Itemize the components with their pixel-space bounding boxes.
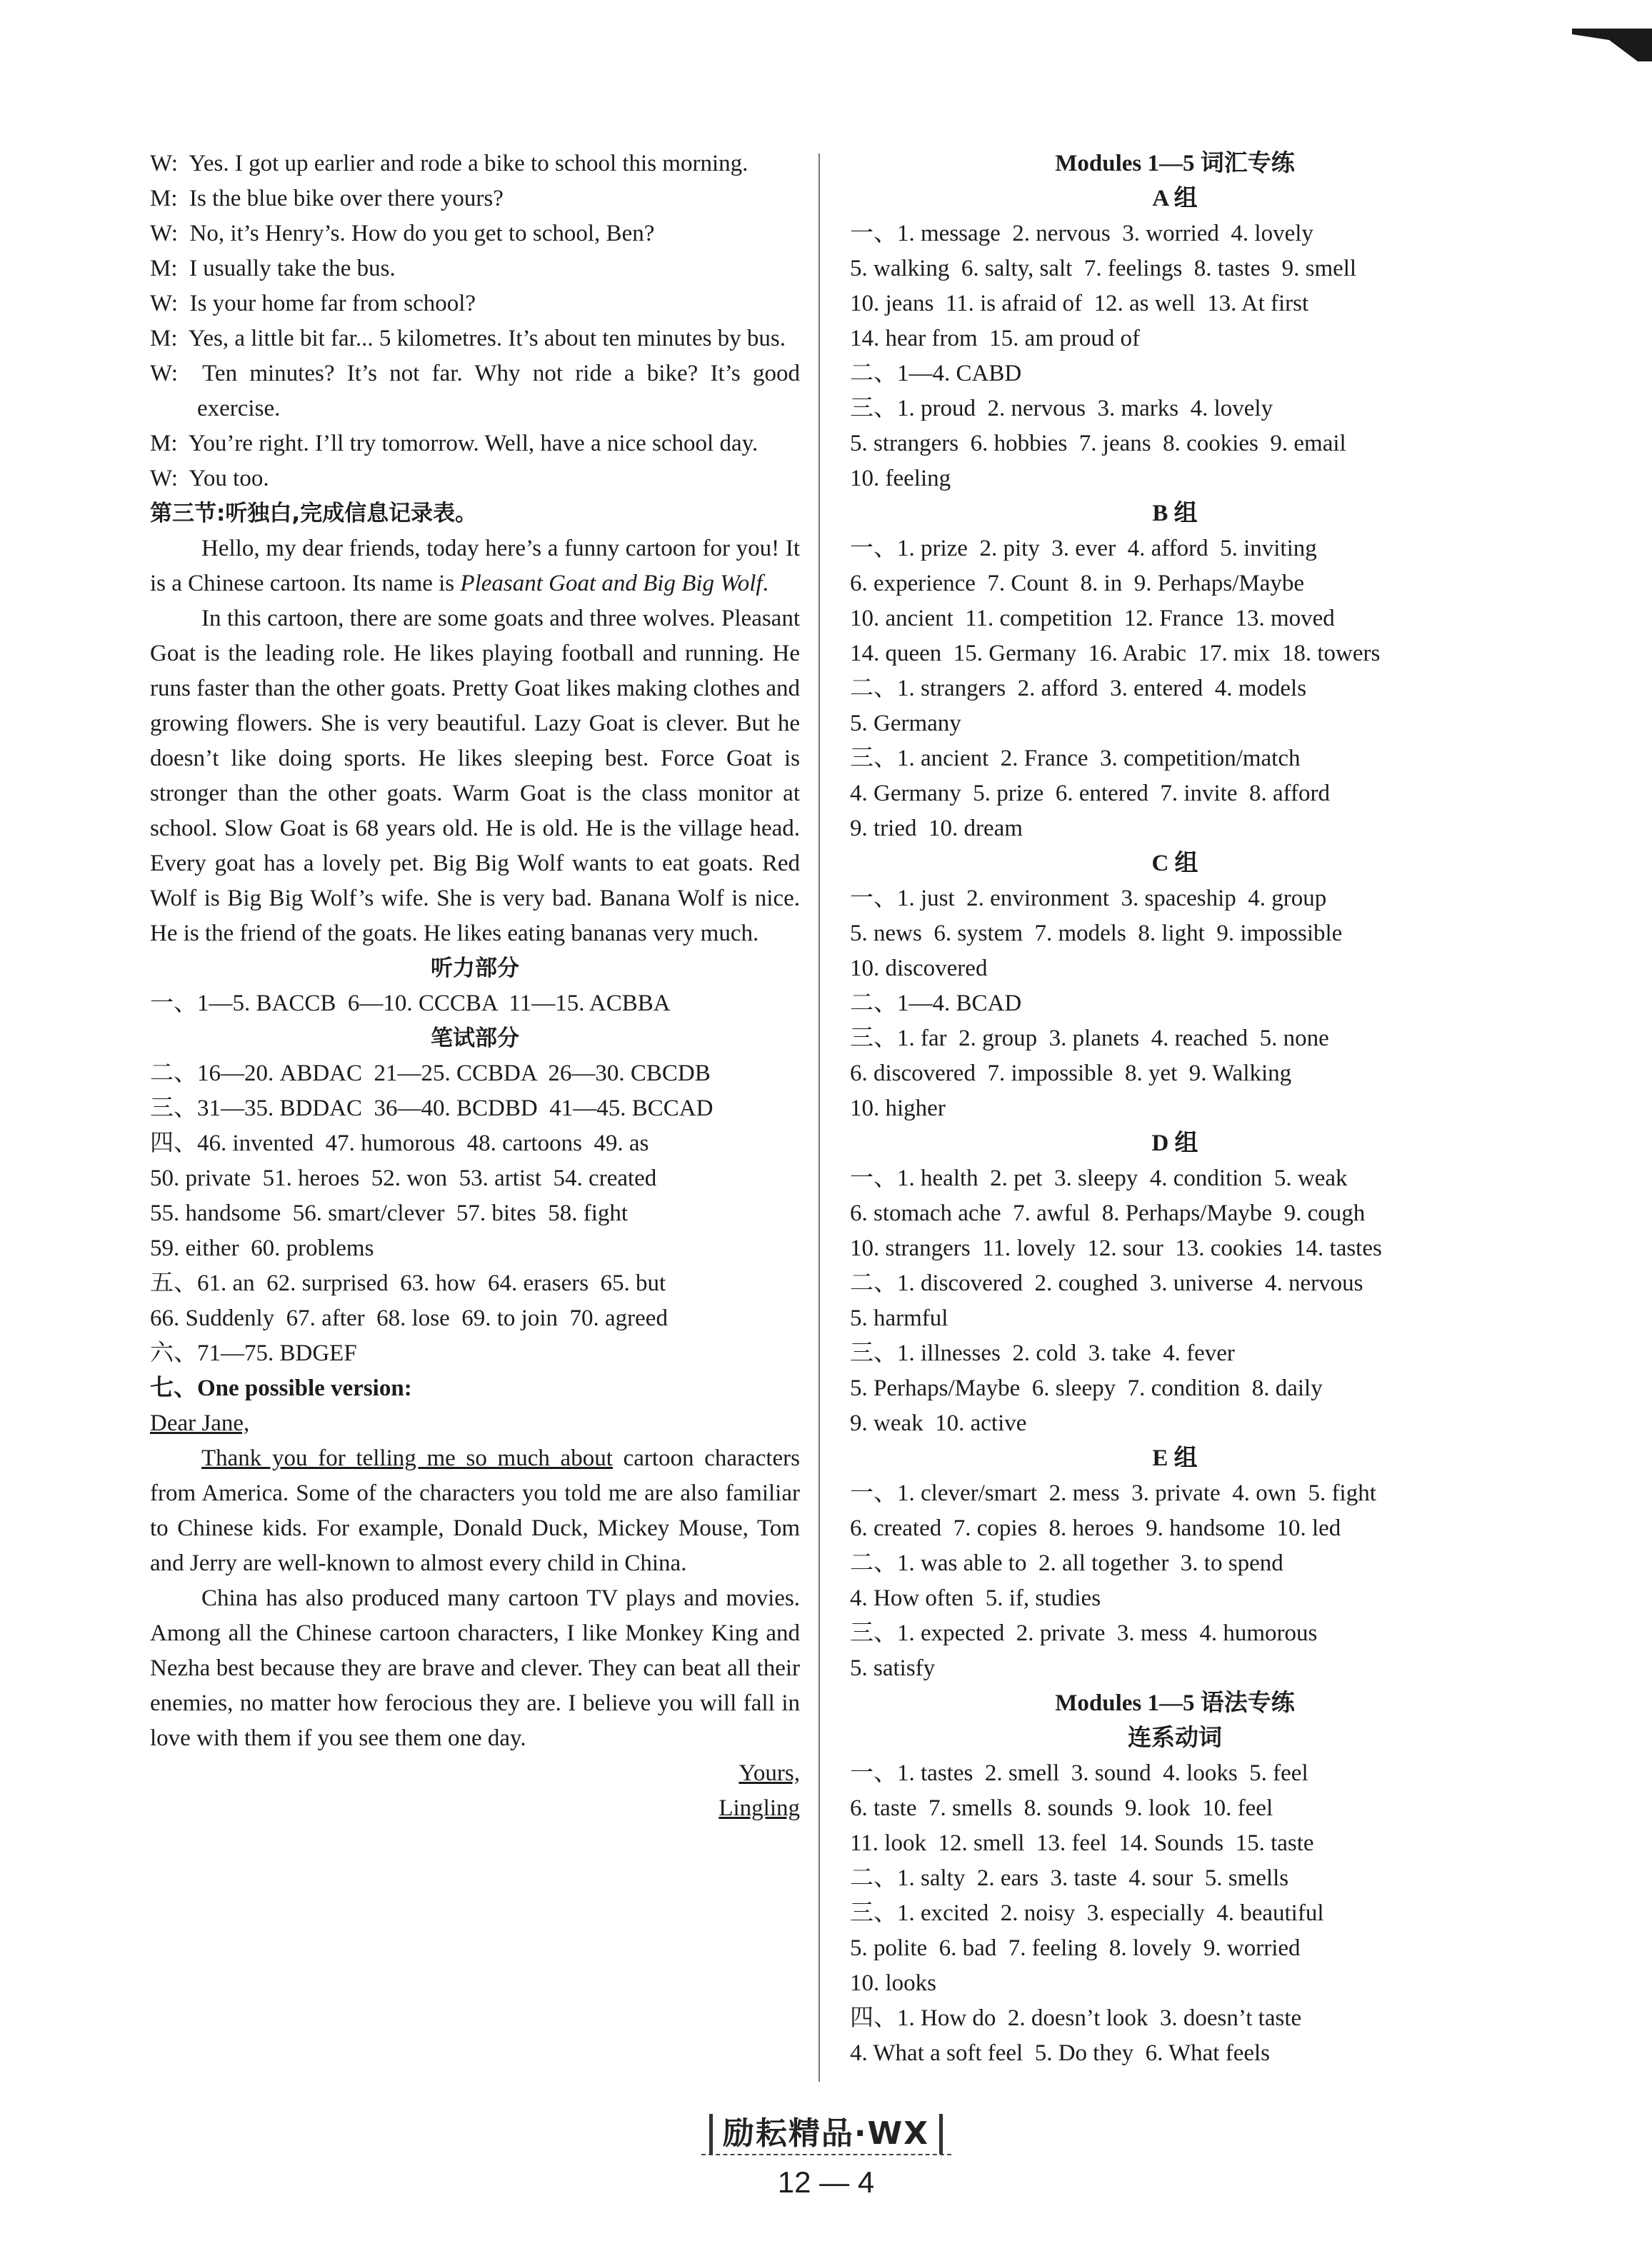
dialogue	[150, 146, 800, 496]
group-heading: E 组	[1152, 1445, 1198, 1471]
answer-line: 二、1. salty 2. ears 3. taste 4. sour 5. smells	[850, 1865, 1289, 1891]
left-column	[150, 146, 800, 1826]
answer-line: 55. handsome 56. smart/clever 57. bites 58. fight	[150, 1200, 629, 1226]
answer-line: 5. news 6. system 7. models 8. light 9. impossible	[850, 921, 1343, 946]
answer-line: 5. strangers 6. hobbies 7. jeans 8. cookies 9. email	[850, 431, 1346, 456]
answer-line: 三、1. proud 2. nervous 3. marks 4. lovely	[850, 396, 1273, 421]
answer-line: 四、46. invented 47. humorous 48. cartoons 49. as	[150, 1130, 649, 1156]
answer-line: 二、1. was able to 2. all together 3. to spend	[850, 1550, 1283, 1576]
corner-tab-mark	[1566, 0, 1652, 64]
group-a	[850, 181, 1500, 496]
answer-line: 三、31—35. BDDAC 36—40. BCDBD 41—45. BCCAD	[150, 1096, 714, 1121]
answer-line: 二、16—20. ABDAC 21—25. CCBDA 26—30. CBCDB	[150, 1061, 711, 1086]
essay-heading: 七、One possible version:	[150, 1375, 412, 1401]
answer-line: 59. either 60. problems	[150, 1235, 374, 1261]
column-divider	[819, 154, 820, 2082]
answer-line: 一、1. health 2. pet 3. sleepy 4. condition 5. weak	[850, 1165, 1348, 1191]
answer-line: 10. strangers 11. lovely 12. sour 13. cookies 14. tastes	[850, 1235, 1382, 1261]
answer-line: 六、71—75. BDGEF	[150, 1340, 357, 1366]
answer-line: 14. queen 15. Germany 16. Arabic 17. mix 18. towers	[850, 641, 1381, 666]
answer-line: 三、1. ancient 2. France 3. competition/match	[850, 746, 1301, 771]
answer-line: 5. Perhaps/Maybe 6. sleepy 7. condition 8. daily	[850, 1375, 1323, 1401]
letter-paragraph-1: Thank you for telling me so much about cartoon characters from America. Some of the characters you told me are also familiar to Chinese kids. For example, Donald Duck, Mickey Mouse, Tom and Jerry are well-known to almost every child in China.	[150, 1445, 800, 1576]
dialogue-line: M: I usually take the bus.	[150, 256, 396, 281]
answer-line: 一、1. prize 2. pity 3. ever 4. afford 5. inviting	[850, 536, 1317, 561]
group-heading: B 组	[1152, 501, 1198, 526]
grammar-answers	[850, 1756, 1500, 2071]
dialogue-line: W: Yes. I got up earlier and rode a bike to school this morning.	[150, 151, 749, 176]
brand-logo: 励耘精品·WX	[709, 2114, 943, 2154]
group-e	[850, 1441, 1500, 1686]
answer-line: 5. harmful	[850, 1305, 948, 1331]
answer-line: 4. How often 5. if, studies	[850, 1585, 1101, 1611]
answer-line: 四、1. How do 2. doesn’t look 3. doesn’t taste	[850, 2005, 1302, 2031]
dialogue-line: W: You too.	[150, 466, 269, 491]
answer-line: 一、1. clever/smart 2. mess 3. private 4. own 5. fight	[850, 1480, 1376, 1506]
answer-line: 5. polite 6. bad 7. feeling 8. lovely 9. worried	[850, 1935, 1301, 1961]
brand-underline	[701, 2154, 951, 2155]
answer-line: 14. hear from 15. am proud of	[850, 326, 1140, 351]
listening-heading: 听力部分	[431, 956, 519, 981]
group-c	[850, 846, 1500, 1126]
right-column	[850, 146, 1500, 2071]
answer-line: 11. look 12. smell 13. feel 14. Sounds 15. taste	[850, 1830, 1314, 1856]
answer-line: 二、1. discovered 2. coughed 3. universe 4. nervous	[850, 1270, 1363, 1296]
dialogue-line: M: Yes, a little bit far... 5 kilometres. It’s about ten minutes by bus.	[150, 326, 786, 351]
section-3-title: 第三节:听独白,完成信息记录表。	[150, 501, 478, 526]
group-d	[850, 1126, 1500, 1441]
letter-closing: Yours,	[739, 1760, 800, 1786]
answer-line: 一、1. tastes 2. smell 3. sound 4. looks 5. feel	[850, 1760, 1308, 1786]
answer-line: 66. Suddenly 67. after 68. lose 69. to join 70. agreed	[150, 1305, 668, 1331]
dialogue-line: W: No, it’s Henry’s. How do you get to school, Ben?	[150, 221, 655, 246]
letter-signature: Lingling	[719, 1795, 800, 1821]
group-b	[850, 496, 1500, 846]
grammar-title: Modules 1—5 语法专练	[1055, 1690, 1295, 1716]
answer-line: 5. walking 6. salty, salt 7. feelings 8. tastes 9. smell	[850, 256, 1357, 281]
answer-line: 50. private 51. heroes 52. won 53. artist 54. created	[150, 1165, 657, 1191]
dialogue-line: M: You’re right. I’ll try tomorrow. Well, have a nice school day.	[150, 431, 759, 456]
answer-line: 6. stomach ache 7. awful 8. Perhaps/Maybe 9. cough	[850, 1200, 1366, 1226]
answer-line: 6. created 7. copies 8. heroes 9. handsome 10. led	[850, 1515, 1341, 1541]
cartoon-title: Pleasant Goat and Big Big Wolf	[460, 571, 763, 596]
dialogue-line: W: Is your home far from school?	[150, 291, 476, 316]
answer-line: 10. jeans 11. is afraid of 12. as well 13. At first	[850, 291, 1309, 316]
letter-greeting: Dear Jane,	[150, 1410, 250, 1436]
answer-line: 10. feeling	[850, 466, 951, 491]
answer-line: 10. looks	[850, 1970, 937, 1996]
answer-line: 5. Germany	[850, 711, 961, 736]
group-heading: A 组	[1152, 186, 1198, 211]
page-footer	[0, 2114, 1652, 2200]
page-number: 12 — 4	[777, 2165, 875, 2199]
answer-line: 二、1—4. CABD	[850, 361, 1022, 386]
answer-line: 二、1. strangers 2. afford 3. entered 4. models	[850, 676, 1307, 701]
answer-line: 4. Germany 5. prize 6. entered 7. invite 8. afford	[850, 781, 1331, 806]
answer-line: 三、1. far 2. group 3. planets 4. reached 5. none	[850, 1026, 1329, 1051]
answer-line: 三、1. excited 2. noisy 3. especially 4. beautiful	[850, 1900, 1324, 1926]
written-answers	[150, 1056, 800, 1371]
monologue-paragraph-1: Hello, my dear friends, today here’s a funny cartoon for you! It is a Chinese cartoon. Its name is Pleasant Goat and Big Big Wolf.	[150, 536, 800, 596]
answer-line: 6. discovered 7. impossible 8. yet 9. Walking	[850, 1061, 1292, 1086]
answer-line: 二、1—4. BCAD	[850, 991, 1022, 1016]
answer-line: 5. satisfy	[850, 1655, 936, 1681]
group-heading: C 组	[1151, 851, 1198, 876]
vocab-title: Modules 1—5 词汇专练	[1055, 151, 1295, 176]
answer-line: 10. ancient 11. competition 12. France 13. moved	[850, 606, 1335, 631]
answer-line: 9. tried 10. dream	[850, 816, 1023, 841]
answer-line: 10. discovered	[850, 956, 988, 981]
answer-line: 10. higher	[850, 1096, 946, 1121]
answer-line: 6. taste 7. smells 8. sounds 9. look 10. feel	[850, 1795, 1273, 1821]
answer-line: 三、1. illnesses 2. cold 3. take 4. fever	[850, 1340, 1235, 1366]
answer-line: 一、1. just 2. environment 3. spaceship 4. group	[850, 886, 1327, 911]
dialogue-line: W: Ten minutes? It’s not far. Why not ride a bike? It’s good exercise.	[150, 361, 800, 421]
dialogue-line: M: Is the blue bike over there yours?	[150, 186, 504, 211]
letter-paragraph-2: China has also produced many cartoon TV plays and movies. Among all the Chinese cartoon characters, I like Monkey King and Nezha best because they are brave and clever. They can beat all their enemies, no matter how ferocious they are. I believe you will fall in love with them if you see them one day.	[150, 1585, 800, 1751]
group-heading: D 组	[1151, 1130, 1198, 1156]
answer-line: 一、1. message 2. nervous 3. worried 4. lovely	[850, 221, 1313, 246]
answer-line: 6. experience 7. Count 8. in 9. Perhaps/Maybe	[850, 571, 1305, 596]
monologue-paragraph-2: In this cartoon, there are some goats and three wolves. Pleasant Goat is the leading role. He likes playing football and running. He runs faster than the other goats. Pretty Goat likes making clothes and growing flowers. She is very beautiful. Lazy Goat is clever. But he doesn’t like doing sports. He likes sleeping best. Force Goat is stronger than the other goats. Warm Goat is the class monitor at school. Slow Goat is 68 years old. He is old. He is the village head. Every goat has a lovely pet. Big Big Wolf wants to eat goats. Red Wolf is Big Big Wolf’s wife. She is very bad. Banana Wolf is nice. He is the friend of the goats. He likes eating bananas very much.	[150, 606, 800, 946]
grammar-subtitle: 连系动词	[1128, 1725, 1222, 1751]
answer-line: 9. weak 10. active	[850, 1410, 1027, 1436]
writing-heading: 笔试部分	[431, 1026, 519, 1051]
answer-line: 五、61. an 62. surprised 63. how 64. erasers 65. but	[150, 1270, 666, 1296]
answer-line: 三、1. expected 2. private 3. mess 4. humorous	[850, 1620, 1318, 1646]
listening-answers: 一、1—5. BACCB 6—10. CCCBA 11—15. ACBBA	[150, 991, 671, 1016]
answer-line: 4. What a soft feel 5. Do they 6. What feels	[850, 2040, 1271, 2066]
